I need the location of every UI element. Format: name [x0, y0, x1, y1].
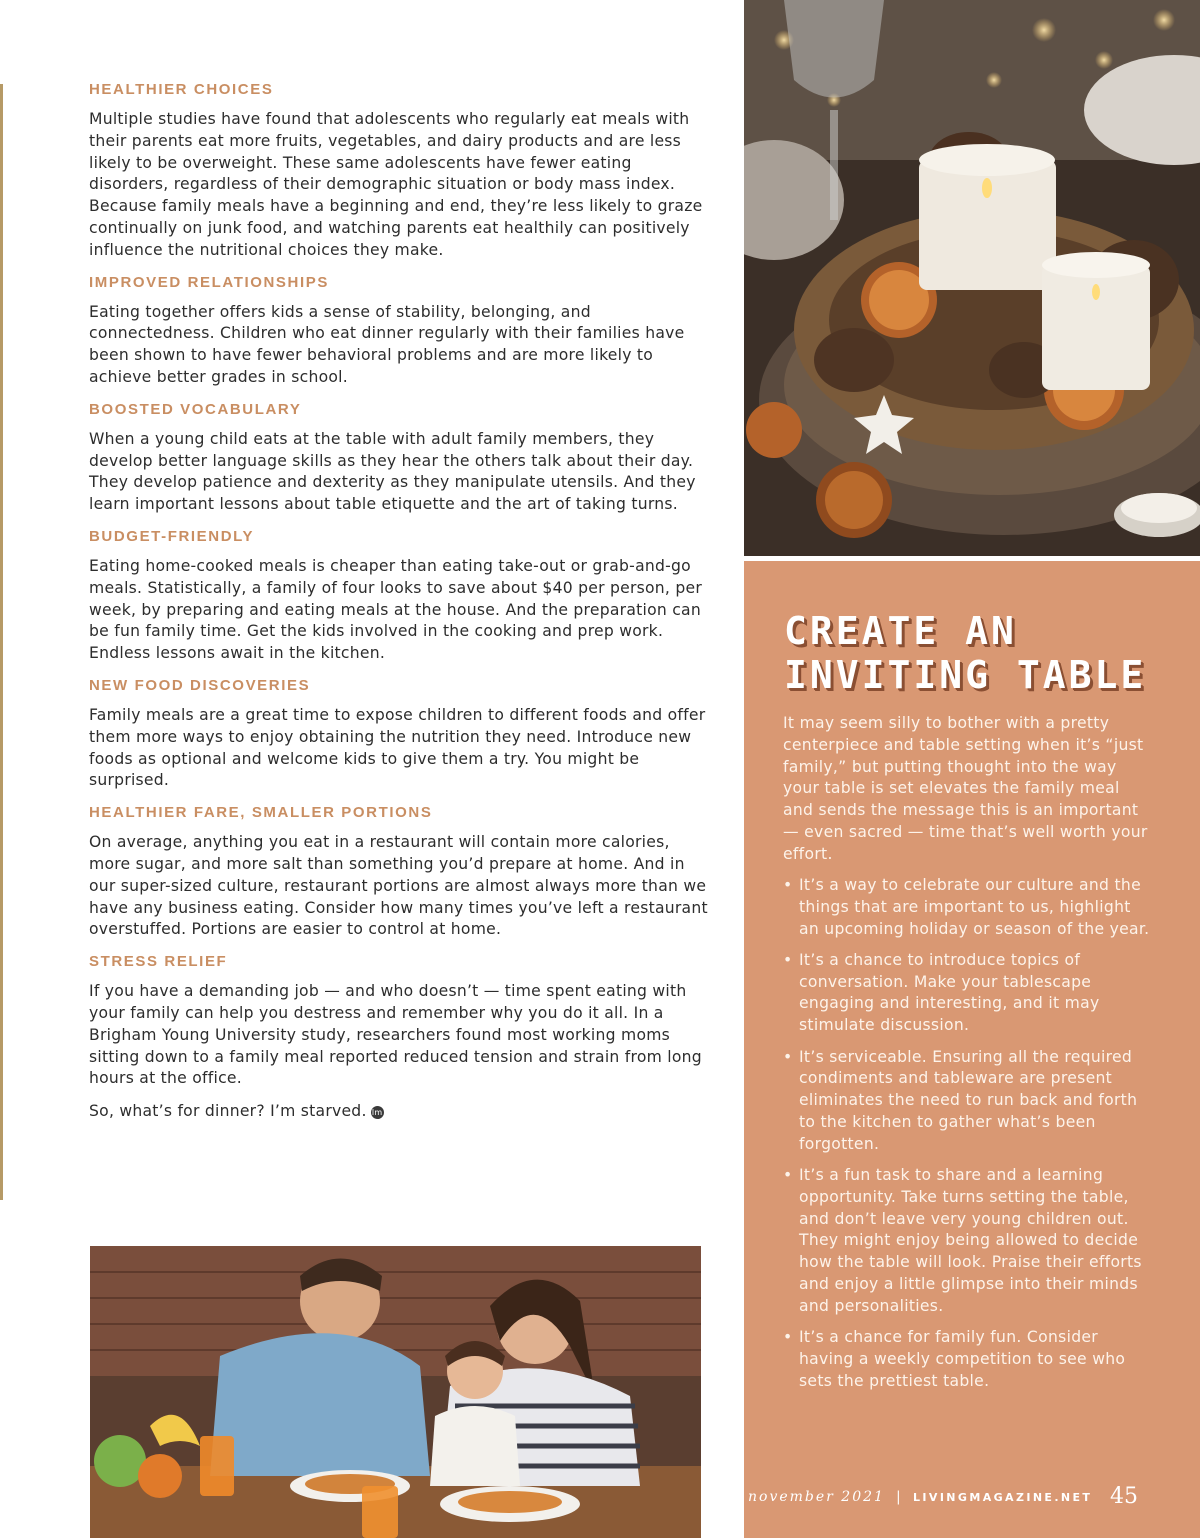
end-mark-icon: lm	[371, 1108, 383, 1118]
footer-website: LIVINGMAGAZINE.NET	[913, 1491, 1093, 1504]
sidebar-title	[784, 609, 1174, 697]
section-body-budget-friendly: Eating home-cooked meals is cheaper than eating take-out or grab-and-go meals. Statistically, a family of four looks to save about $40 per person, per week, by preparing and eating meals at the house. And the preparation can be fun family time. Get the kids involved in the cooking and prep work. Endless lessons await in the kitchen.	[89, 556, 702, 663]
closing-line	[89, 1101, 714, 1123]
sidebar-bullet: • It’s a way to celebrate our culture and the things that are important to us, highlight an upcoming holiday or season of the year.	[783, 875, 1153, 940]
sidebar-intro: It may seem silly to bother with a pretty centerpiece and table setting when it’s “just family,” but putting thought into the way your table is set elevates the family meal and sends the message this is an important — even sacred — time that’s well worth your effort.	[783, 714, 1148, 863]
section-heading-stress-relief: STRESS RELIEF	[89, 953, 228, 971]
page-number: 45	[1110, 1484, 1138, 1509]
article-column	[89, 80, 714, 1123]
family-dinner-photo	[90, 1246, 701, 1538]
section-body-new-food-discoveries: Family meals are a great time to expose children to different foods and offer them more ways to enjoy obtaining the nutrition they need. Introduce new foods as optional and welcome kids to give them a try. You might be surprised.	[89, 705, 706, 790]
section-heading-healthier-choices: HEALTHIER CHOICES	[89, 81, 274, 98]
section-body-boosted-vocabulary: When a young child eats at the table with adult family members, they develop better language skills as they hear the others talk about their day. They develop patience and dexterity as they manipulate utensils. And they learn important lessons about table etiquette and the art of taking turns.	[89, 429, 696, 514]
sidebar-bullet: • It’s a chance for family fun. Consider having a weekly competition to see who sets the prettiest table.	[783, 1327, 1153, 1392]
centerpiece-photo	[744, 0, 1200, 556]
section-body-improved-relationships: Eating together offers kids a sense of stability, belonging, and connectedness. Children who eat dinner regularly with their families have been shown to have fewer behavioral problems and are more likely to achieve better grades in school.	[89, 302, 685, 386]
section-heading-boosted-vocabulary: BOOSTED VOCABULARY	[89, 400, 302, 418]
centerpiece-illustration	[744, 0, 1200, 556]
sidebar-title-line-2: INVITING TABLE	[784, 653, 1147, 697]
section-heading-improved-relationships: IMPROVED RELATIONSHIPS	[89, 273, 329, 291]
sidebar-bullet: • It’s serviceable. Ensuring all the required condiments and tableware are present eliminates the need to run back and forth to the kitchen to gather what’s been forgotten.	[783, 1047, 1153, 1156]
left-margin-rule	[0, 84, 3, 1200]
footer-issue-date: november 2021	[748, 1489, 885, 1505]
section-heading-budget-friendly: BUDGET-FRIENDLY	[89, 527, 255, 545]
sidebar-title-line-1: CREATE AN	[784, 609, 1017, 653]
section-heading-healthier-fare: HEALTHIER FARE, SMALLER PORTIONS	[89, 804, 433, 822]
closing-text: So, what’s for dinner? I’m starved.	[89, 1102, 367, 1121]
section-body-stress-relief: If you have a demanding job — and who doesn’t — time spent eating with your family can help you destress and remember why you do it all. In a Brigham Young University study, researchers found most working moms sitting down to a family meal reported reduced tension and strain from long hours at the office.	[89, 982, 702, 1088]
sidebar-bullet: • It’s a chance to introduce topics of conversation. Make your tablescape engaging and interesting, and it may stimulate discussion.	[783, 950, 1153, 1037]
family-dinner-illustration	[90, 1246, 701, 1538]
sidebar-bullet-list	[783, 875, 1153, 1402]
page-footer	[748, 1484, 1148, 1508]
section-body-healthier-fare: On average, anything you eat in a restaurant will contain more calories, more sugar, and more salt than something you’d prepare at home. And in our super-sized culture, restaurant portions are almost always more than we have any business eating. Consider how many times you’ve left a restaurant overstuffed. Portions are easier to control at home.	[89, 833, 708, 939]
sidebar-create-inviting-table	[744, 561, 1200, 1538]
section-body-healthier-choices: Multiple studies have found that adolescents who regularly eat meals with their parents eat more fruits, vegetables, and dairy products and are less likely to be overweight. These same adolescents have fewer eating disorders, regardless of their demographic situation or body mass index. Because family meals have a beginning and end, they’re less likely to graze continually on junk food, and watching parents eat healthily can positively influence the nutritional choices they make.	[89, 110, 703, 259]
section-heading-new-food-discoveries: NEW FOOD DISCOVERIES	[89, 676, 311, 694]
footer-separator: |	[896, 1489, 901, 1505]
sidebar-bullet: • It’s a fun task to share and a learning opportunity. Take turns setting the table, and don’t leave very young children out. They might enjoy being allowed to decide how the table will look. Praise their efforts and enjoy a little glimpse into their minds and personalities.	[783, 1165, 1153, 1318]
